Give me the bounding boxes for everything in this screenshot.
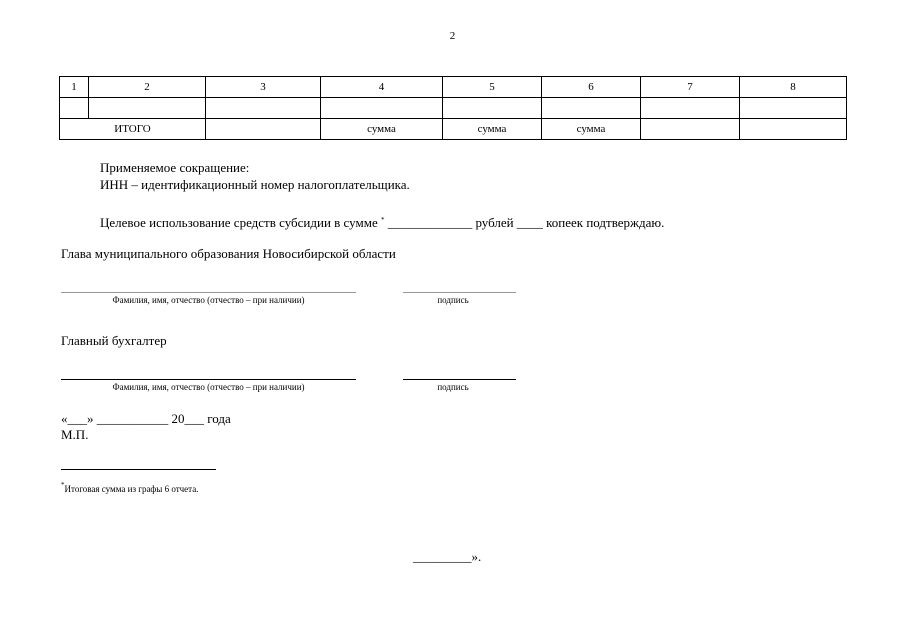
- head-title: Глава муниципального образования Новосибирской области: [61, 246, 396, 261]
- total-cell: [641, 119, 740, 140]
- table-cell: [206, 98, 321, 119]
- table-row: [60, 98, 847, 119]
- head-sign-line: [403, 292, 516, 293]
- table-cell: [443, 98, 542, 119]
- table-header-row: [60, 77, 847, 98]
- footnote: [61, 481, 198, 494]
- head-sign-caption: подпись: [437, 295, 469, 305]
- accountant-sign-line: [403, 379, 516, 380]
- accountant-title: Главный бухгалтер: [61, 333, 167, 348]
- header-cell: 1: [60, 77, 89, 98]
- table-cell: [60, 98, 89, 119]
- stamp-label: М.П.: [61, 427, 89, 442]
- page-number: 2: [449, 30, 456, 42]
- header-cell: 6: [542, 77, 641, 98]
- header-cell: 2: [89, 77, 206, 98]
- total-cell: [740, 119, 847, 140]
- table-cell: [740, 98, 847, 119]
- confirm-text: Целевое использование средств субсидии в сумме: [100, 215, 378, 230]
- table-cell: [89, 98, 206, 119]
- header-cell: 4: [321, 77, 443, 98]
- header-cell: 5: [443, 77, 542, 98]
- header-cell: 7: [641, 77, 740, 98]
- table-total-row: [60, 119, 847, 140]
- confirm-blanks: _____________ рублей ____ копеек подтверждаю.: [384, 215, 665, 230]
- closing-mark: _________».: [413, 549, 482, 564]
- total-cell: [206, 119, 321, 140]
- footnote-mark: *: [61, 481, 65, 489]
- footnote-separator: [61, 469, 216, 470]
- table-cell: [542, 98, 641, 119]
- confirm-statement: [100, 212, 664, 231]
- total-cell: сумма: [542, 119, 641, 140]
- footnote-text: Итоговая сумма из графы 6 отчета.: [64, 484, 199, 494]
- total-label: ИТОГО: [60, 119, 206, 140]
- total-cell: сумма: [443, 119, 542, 140]
- date-line: «___» ___________ 20___ года: [61, 411, 231, 426]
- head-fio-caption: Фамилия, имя, отчество (отчество – при наличии): [112, 295, 305, 305]
- abbrev-title: Применяемое сокращение:: [100, 160, 250, 175]
- accountant-fio-caption: Фамилия, имя, отчество (отчество – при наличии): [112, 382, 305, 392]
- table-cell: [641, 98, 740, 119]
- footnote-marker: *: [380, 216, 385, 224]
- head-fio-line: [61, 292, 356, 293]
- accountant-sign-caption: подпись: [437, 382, 469, 392]
- accountant-fio-line: [61, 379, 356, 380]
- total-cell: сумма: [321, 119, 443, 140]
- header-cell: 8: [740, 77, 847, 98]
- abbrev-inn: ИНН – идентификационный номер налогоплательщика.: [100, 177, 410, 192]
- report-table: [59, 76, 847, 140]
- table-cell: [321, 98, 443, 119]
- header-cell: 3: [206, 77, 321, 98]
